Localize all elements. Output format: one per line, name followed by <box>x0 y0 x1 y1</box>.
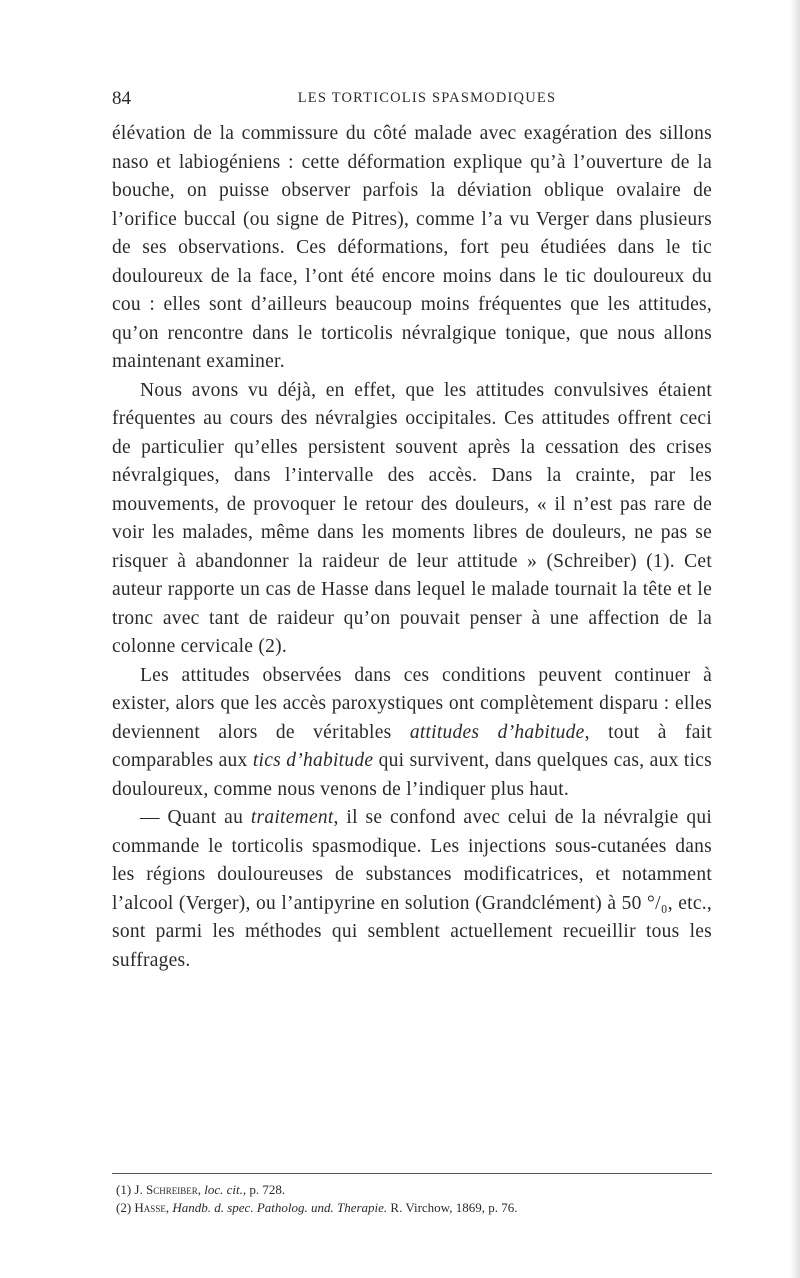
body-text <box>112 120 712 975</box>
paragraph-4-text-a: — Quant au <box>140 807 244 828</box>
italic-tics-habitude: tics d’habitude <box>252 750 374 771</box>
footnote-rule <box>112 1173 712 1174</box>
paragraph-4 <box>112 804 712 975</box>
footnote-1-number: (1) <box>116 1182 132 1197</box>
footnotes <box>116 1181 716 1217</box>
paragraph-3-text-b: , tout à fait comparables aux <box>112 721 712 771</box>
footnote-2-rest: R. Virchow, 1869, p. 76. <box>390 1200 518 1215</box>
footnote-1-ref: loc. cit., <box>204 1182 247 1197</box>
footnote-2-number: (2) <box>116 1200 132 1215</box>
footnote-1-page: p. 728. <box>249 1182 286 1197</box>
footnote-2-author: Hasse, <box>134 1200 170 1215</box>
footnote-1 <box>116 1181 716 1199</box>
page-edge-shadow <box>790 0 800 1278</box>
italic-attitudes-habitude: attitudes d’habitude <box>409 721 585 743</box>
paragraph-2: Nous avons vu déjà, en effet, que les attitudes convulsives étaient fréquentes au cours des névralgies occipitales. Ces attitudes offrent ceci de particulier qu’elles persistent souvent après la cessation des crises névralgiques, dans l’intervalle des accès. Dans la crainte, par les mouvements, de provoquer le retour des douleurs, « il n’est pas rare de voir les malades, même dans les moments libres de douleurs, ne pas se risquer à abandonner la raideur de leur attitude » (Schreiber) (1). Cet auteur rapporte un cas de Hasse dans lequel le malade tournait la tête et le tronc avec tant de raideur qu’on pouvait penser à une affection de la colonne cervicale (2). <box>112 379 712 657</box>
footnote-2 <box>116 1199 716 1217</box>
page-number: 84 <box>112 88 131 109</box>
page-header <box>112 88 712 114</box>
paragraph-4-text-b: , il se confond avec celui de la névralgie qui commande le torticolis spasmodique. Les injections sous-cutanées dans les régions douloureuses de substances modificatrices, et notamment l’alcool (Verger), ou l’antipyrine en solution (Grandclément) à 50 °/₀, etc., sont parmi les méthodes qui semblent actuellement recueillir tous les suffrages. <box>112 807 713 971</box>
running-title: LES TORTICOLIS SPASMODIQUES <box>297 90 557 106</box>
paragraph-3 <box>112 662 712 805</box>
footnote-1-author: J. Schreiber, <box>134 1182 201 1197</box>
footnote-2-title: Handb. d. spec. Patholog. und. Therapie. <box>172 1200 388 1215</box>
paragraph-3-text-c: qui survivent, dans quelques cas, aux tics douloureux, comme nous venons de l’indiquer plus haut. <box>112 750 712 800</box>
italic-traitement: traitement <box>250 807 334 828</box>
paragraph-1: élévation de la commissure du côté malade avec exagération des sillons naso et labiogéniens : cette déformation explique qu’à l’ouverture de la bouche, on puisse observer parfois la déviation oblique ovalaire de l’orifice buccal (ou signe de Pitres), comme l’a vu Verger dans plusieurs de ses observations. Ces déformations, fort peu étudiées dans le tic douloureux de la face, l’ont été encore moins dans le tic douloureux du cou : elles sont d’ailleurs beaucoup moins fréquentes que les attitudes, qu’on rencontre dans le torticolis névralgique tonique, que nous allons maintenant examiner. <box>112 123 712 372</box>
paragraph-3-text-a: Les attitudes observées dans ces conditions peuvent continuer à exister, alors que les accès paroxystiques ont complètement disparu : elles deviennent alors de véritables <box>112 664 712 743</box>
